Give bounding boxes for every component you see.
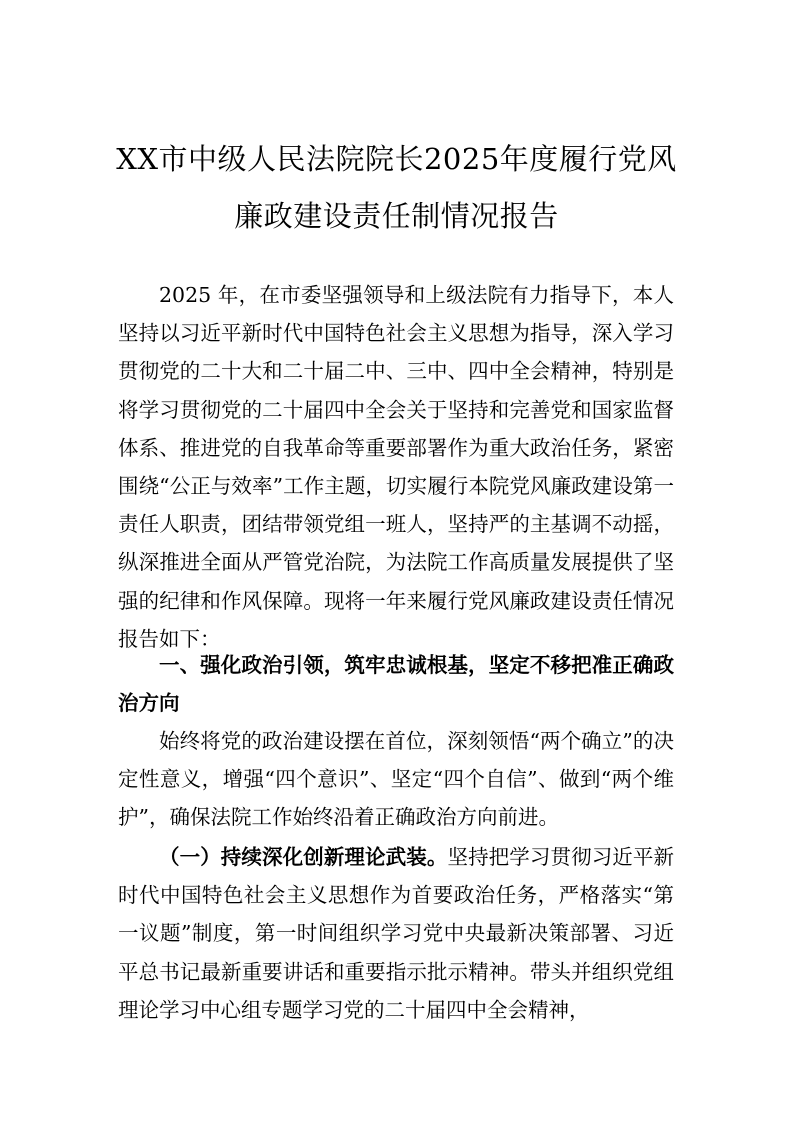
section-1-paragraph: 始终将党的政治建设摆在首位，深刻领悟“两个确立”的决定性意义，增强“四个意识”、坚定“四个自信”、做到“两个维护”，确保法院工作始终沿着正确政治方向前进。: [118, 729, 674, 830]
subsection-1-heading: （一）持续深化创新理论武装。: [159, 845, 448, 869]
section-1-heading: 一、强化政治引领，筑牢忠诚根基，坚定不移把准正确政治方向: [118, 653, 674, 716]
subsection-1-text: 坚持把学习贯彻习近平新时代中国特色社会主义思想作为首要政治任务，严格落实“第一议题”制度，第一时间组织学习党中央最新决策部署、习近平总书记最新重要讲话和重要指示批示精神。带头并组织党组理论学习中心组专题学习党的二十届四中全会精神，: [118, 845, 675, 1022]
document-title-line-1: XX市中级人民法院院长2025年度履行党风: [116, 142, 677, 176]
intro-paragraph: 2025 年，在市委坚强领导和上级法院有力指导下，本人坚持以习近平新时代中国特色社会主义思想为指导，深入学习贯彻党的二十大和二十届二中、三中、四中全会精神，特别是将学习贯彻党的二十届四中全会关于坚持和完善党和国家监督体系、推进党的自我革命等重要部署作为重大政治任务，紧密围绕“公正与效率”工作主题，切实履行本院党风廉政建设第一责任人职责，团结带领党组一班人，坚持严的主基调不动摇，纵深推进全面从严管党治院，为法院工作高质量发展提供了坚强的纪律和作风保障。现将一年来履行党风廉政建设责任情况报告如下：: [118, 283, 674, 651]
subsection-1-paragraph: [118, 838, 674, 1029]
document-title-line-2: 廉政建设责任制情况报告: [234, 199, 559, 233]
